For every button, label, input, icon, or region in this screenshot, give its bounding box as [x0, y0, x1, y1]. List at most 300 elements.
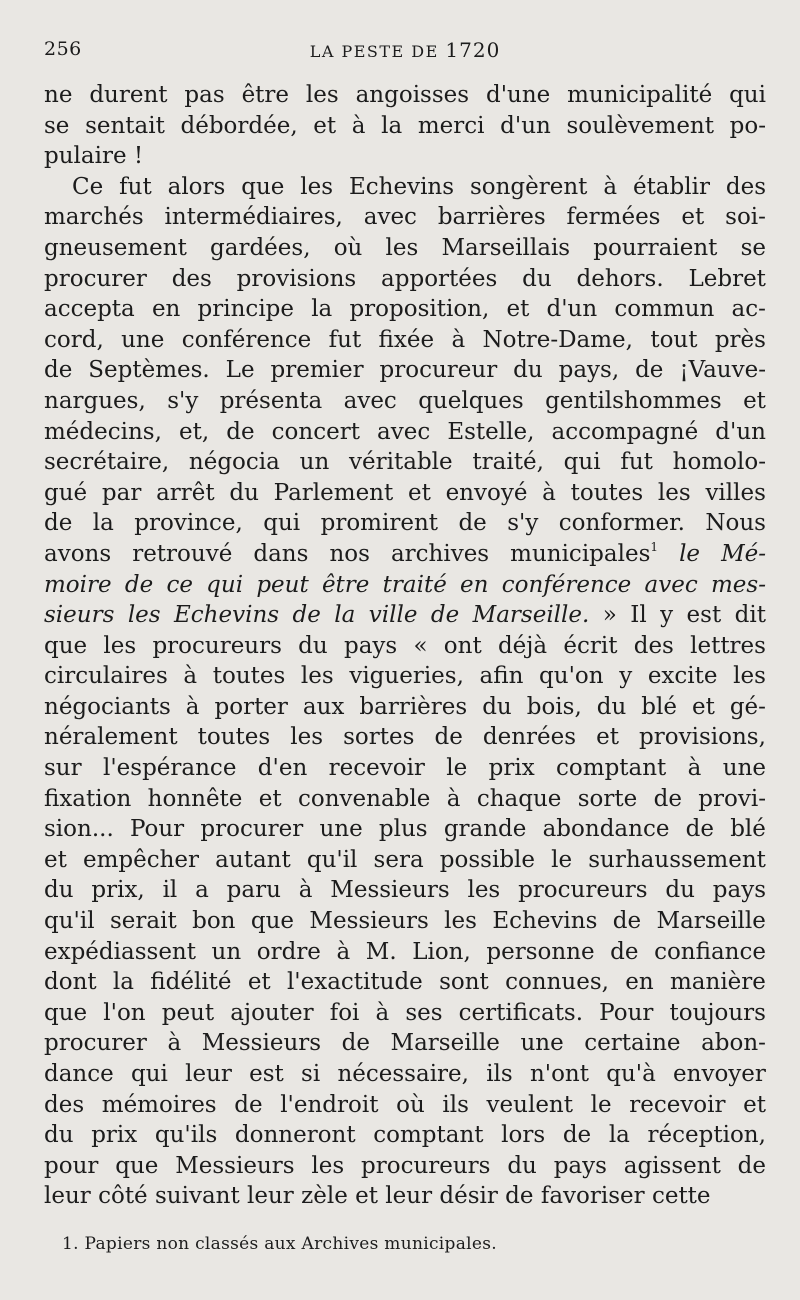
word: chaque	[476, 785, 562, 812]
word: gué	[44, 479, 88, 506]
word: une	[520, 1030, 564, 1057]
word: que	[44, 999, 88, 1026]
word: lors	[501, 1122, 546, 1149]
word: Marseille.	[472, 602, 590, 629]
word: Echevins	[174, 602, 280, 629]
word: et	[258, 785, 282, 812]
word: recevoir	[629, 1091, 726, 1118]
word: présenta	[219, 387, 323, 414]
word: blé	[641, 693, 677, 720]
text-line: leur côté suivant leur zèle et leur désir de favoriser cette	[44, 1183, 711, 1210]
word: que	[241, 173, 285, 200]
word: ¡Vauve-	[679, 357, 766, 384]
word: Notre-Dame,	[482, 326, 633, 353]
word: commun	[614, 296, 715, 323]
word: de	[341, 1030, 370, 1057]
word: procurer	[200, 816, 304, 843]
word: abondance	[542, 816, 670, 843]
word: qui	[130, 1061, 168, 1087]
word: être	[321, 571, 370, 598]
word: qu'à	[606, 1061, 656, 1087]
word: envoyé	[445, 479, 528, 506]
text-line	[44, 539, 766, 570]
word: dont	[44, 969, 97, 996]
word: de	[562, 1122, 592, 1149]
word: songèrent	[469, 173, 588, 200]
word: ac-	[731, 296, 766, 323]
word: à	[542, 479, 556, 506]
word: à	[446, 785, 461, 812]
word: le	[551, 846, 573, 873]
text-line	[44, 1059, 766, 1090]
word: Lebret	[688, 265, 766, 292]
word: des	[171, 265, 212, 292]
word: province,	[134, 510, 243, 537]
word: «	[413, 632, 428, 659]
word: et	[44, 846, 67, 873]
word: alors	[167, 173, 226, 200]
word: d'un	[546, 296, 598, 323]
word: les	[300, 663, 334, 690]
text-line	[44, 233, 766, 264]
word: et	[743, 1091, 766, 1118]
word: fixation	[44, 785, 132, 812]
word: retrouvé	[132, 540, 233, 567]
word: une	[121, 326, 165, 353]
word: Parlement	[273, 479, 394, 506]
word: de	[612, 908, 642, 935]
word: qu'on	[539, 663, 604, 690]
word: cord,	[44, 326, 104, 353]
word: blé	[730, 816, 766, 843]
word: tout	[650, 326, 698, 353]
word: durent	[89, 82, 168, 108]
word: envoyer	[673, 1061, 766, 1087]
word: ordre	[256, 938, 321, 965]
word: barrières	[359, 693, 468, 720]
word: de	[635, 357, 664, 384]
word: à	[167, 1030, 182, 1057]
word: conférence	[181, 326, 312, 353]
word: porter	[214, 693, 288, 720]
word: Messieurs	[309, 908, 429, 935]
word: intermédiaires,	[164, 204, 343, 231]
word: et	[506, 296, 530, 323]
text-line	[44, 692, 766, 723]
word: abon-	[701, 1030, 766, 1057]
word: prix,	[91, 877, 145, 904]
word: Echevins	[492, 908, 598, 935]
word: fermées	[566, 204, 661, 231]
word: les	[300, 173, 334, 200]
word: principe	[197, 296, 295, 323]
word: être	[241, 82, 290, 108]
word: ses	[405, 999, 443, 1026]
word: à	[351, 112, 366, 139]
word: expédiassent	[44, 938, 196, 965]
word: les	[385, 234, 419, 261]
word: avons	[44, 540, 112, 567]
word: s'y	[507, 510, 539, 537]
word: de	[234, 1091, 263, 1118]
word: merci	[417, 112, 485, 139]
word: possible	[439, 846, 536, 873]
word: quelques	[418, 387, 524, 414]
word: avec	[644, 571, 698, 598]
text-line	[44, 875, 766, 906]
word: fut	[328, 326, 362, 353]
word: dit	[734, 602, 766, 629]
word: en	[151, 296, 181, 323]
text-line	[44, 264, 766, 295]
text-line	[44, 906, 766, 937]
text-line	[44, 111, 766, 142]
word: des	[44, 1091, 85, 1118]
word: gardées,	[210, 234, 311, 261]
word: concert	[271, 418, 360, 445]
word: ajouter	[230, 999, 314, 1026]
word: si	[301, 1061, 321, 1087]
word: personne	[486, 938, 595, 965]
word: à	[603, 173, 618, 200]
text-line	[44, 1028, 766, 1059]
word: serait	[109, 908, 177, 935]
text-line	[44, 814, 766, 845]
word: se	[740, 234, 766, 261]
word: sont	[439, 969, 489, 996]
word: les	[305, 82, 339, 108]
word: certaine	[584, 1030, 681, 1057]
word: du	[44, 877, 74, 904]
word: qui	[263, 510, 301, 537]
word: de	[226, 418, 255, 445]
word: provisions,	[639, 724, 766, 751]
word: Lion,	[412, 938, 471, 965]
word: est	[686, 602, 722, 629]
word: recevoir	[328, 755, 425, 782]
word: réception,	[647, 1122, 766, 1149]
word: et	[596, 724, 619, 751]
word: pays	[343, 632, 398, 659]
page-number: 256	[44, 38, 82, 60]
word: où	[333, 234, 363, 261]
word: procureurs	[518, 877, 648, 904]
word: négociants	[44, 693, 171, 720]
word: pourraient	[593, 234, 718, 261]
word: se	[44, 112, 70, 139]
word: qu'ils	[154, 1122, 218, 1149]
word: les	[733, 663, 766, 690]
word: circulaires	[44, 663, 168, 690]
word: M.	[365, 938, 397, 965]
word: Mé-	[721, 540, 766, 567]
word: à	[298, 877, 313, 904]
word: arrêt	[156, 479, 215, 506]
word: les	[657, 479, 691, 506]
text-line	[44, 294, 766, 325]
word: provisions	[236, 265, 357, 292]
running-title-year: 1720	[445, 38, 501, 62]
word: homolo-	[672, 449, 766, 476]
text-line	[44, 661, 766, 692]
word: le	[446, 755, 468, 782]
word: y	[619, 663, 633, 690]
word: veulent	[486, 1091, 573, 1118]
word: procureurs	[361, 1152, 491, 1179]
word: de	[292, 602, 321, 629]
word: lettres	[690, 632, 766, 659]
word: confiance	[654, 938, 766, 965]
word: de	[434, 724, 463, 751]
text-line	[44, 202, 766, 233]
word: gé-	[729, 693, 766, 720]
word: la	[608, 1122, 630, 1149]
word: gneusement	[44, 234, 187, 261]
word: fut	[119, 173, 152, 200]
word: »	[602, 602, 617, 629]
word: grande	[443, 816, 527, 843]
word: villes	[705, 479, 766, 506]
word: Ce	[72, 173, 104, 200]
text-line: pulaire !	[44, 143, 144, 170]
word: vigueries,	[349, 663, 464, 690]
word: pays,	[558, 357, 620, 384]
word: de	[44, 357, 73, 384]
word: du	[507, 1152, 537, 1179]
word: du	[44, 1122, 74, 1149]
word: Marseillais	[441, 234, 571, 261]
word: la	[381, 112, 403, 139]
word: les	[127, 602, 161, 629]
word: Pour	[599, 999, 654, 1026]
word: autant	[215, 846, 291, 873]
word: et,	[179, 418, 210, 445]
word: manière	[669, 969, 766, 996]
word: avec	[363, 204, 417, 231]
text-line	[44, 172, 766, 203]
word: premier	[270, 357, 364, 384]
word: Il	[630, 602, 647, 629]
word: honnête	[147, 785, 243, 812]
word: Nous	[705, 510, 766, 537]
word: l'exactitude	[286, 969, 423, 996]
word: prix	[91, 1122, 138, 1149]
word: accepta	[44, 296, 135, 323]
text-line	[44, 845, 766, 876]
text-line	[44, 967, 766, 998]
word: un	[299, 449, 330, 476]
word: aux	[302, 693, 345, 720]
text-line	[44, 386, 766, 417]
word: pour	[44, 1152, 99, 1179]
word: par	[101, 479, 142, 506]
word: donneront	[234, 1122, 356, 1149]
word: soi-	[725, 204, 766, 231]
word: plus	[378, 816, 428, 843]
word: qu'il	[44, 908, 95, 935]
word: apportées	[381, 265, 498, 292]
word: Septèmes.	[88, 357, 210, 384]
word: et	[313, 112, 337, 139]
text-line	[44, 631, 766, 662]
word: la	[311, 296, 333, 323]
word: ils	[442, 1091, 469, 1118]
word: un	[211, 938, 242, 965]
word: fixée	[378, 326, 435, 353]
word: procureurs	[152, 632, 282, 659]
word: qu'il	[306, 846, 358, 873]
word: de	[124, 571, 154, 598]
word: sortes	[343, 724, 415, 751]
text-line	[44, 722, 766, 753]
word: que	[44, 632, 88, 659]
text-line	[44, 355, 766, 386]
word: à	[687, 755, 702, 782]
word: agissent	[623, 1152, 721, 1179]
word: le	[590, 1091, 612, 1118]
word: d'un	[500, 112, 551, 139]
word: négocia	[188, 449, 280, 476]
word: médecins,	[44, 418, 162, 445]
word: avec	[343, 387, 397, 414]
text-line	[44, 1120, 766, 1151]
word: proposition,	[349, 296, 490, 323]
text-line	[44, 478, 766, 509]
word: avec	[377, 418, 431, 445]
word: bois,	[526, 693, 582, 720]
word: du	[229, 479, 259, 506]
word: qui	[206, 571, 244, 598]
word: il	[162, 877, 178, 904]
word: l'on	[103, 999, 146, 1026]
text-line	[44, 80, 766, 111]
word: toutes	[197, 724, 271, 751]
word: mes-	[710, 571, 766, 598]
word: ville	[368, 602, 418, 629]
word: et	[247, 969, 271, 996]
word: véritable	[349, 449, 453, 476]
word: la	[334, 602, 356, 629]
word: sur	[44, 755, 82, 782]
word: d'une	[485, 82, 551, 108]
word: Marseille	[390, 1030, 500, 1057]
word: du	[596, 693, 627, 720]
word: Estelle,	[447, 418, 535, 445]
word: ont	[443, 632, 482, 659]
text-line	[44, 325, 766, 356]
text-line	[44, 998, 766, 1029]
word: du	[482, 693, 512, 720]
word: sion...	[44, 816, 114, 843]
body-text	[44, 80, 766, 1212]
word: de	[430, 602, 460, 629]
word: et	[743, 387, 766, 414]
word: du	[298, 632, 328, 659]
word: afin	[479, 663, 524, 690]
word: promirent	[320, 510, 439, 537]
word: nargues,	[44, 387, 146, 414]
word: ils	[486, 1061, 513, 1087]
word: sorte	[577, 785, 638, 812]
word: certificats.	[458, 999, 584, 1026]
word: municipales$^1$	[510, 539, 659, 567]
text-line	[44, 1090, 766, 1121]
word: de	[685, 816, 714, 843]
word: comptant	[556, 755, 667, 782]
word: et	[407, 479, 431, 506]
word: procurer	[44, 265, 147, 292]
word: du	[522, 265, 552, 292]
word: la	[92, 510, 114, 537]
word: qui	[729, 82, 766, 108]
word: à	[185, 693, 200, 720]
word: de	[610, 938, 639, 965]
footnote: 1. Papiers non classés aux Archives municipales.	[62, 1234, 497, 1254]
word: Messieurs	[201, 1030, 322, 1057]
text-line	[44, 1151, 766, 1182]
word: fut	[620, 449, 653, 476]
word: près	[714, 326, 766, 353]
word: empêcher	[82, 846, 200, 873]
word: gentilshommes	[545, 387, 722, 414]
word: excite	[647, 663, 718, 690]
word: en	[460, 571, 489, 598]
word: sera	[373, 846, 424, 873]
word: qui	[563, 449, 601, 476]
word: sentait	[85, 112, 165, 139]
word: l'endroit	[280, 1091, 379, 1118]
word: a	[195, 877, 209, 904]
text-line	[44, 753, 766, 784]
word: le	[679, 540, 701, 567]
word: foi	[329, 999, 360, 1026]
word: d'un	[715, 418, 766, 445]
word: bon	[192, 908, 236, 935]
word: les	[290, 724, 324, 751]
word: est	[249, 1061, 284, 1087]
word: des	[633, 632, 674, 659]
text-line	[44, 570, 766, 601]
word: connues,	[505, 969, 609, 996]
word: Echevins	[348, 173, 455, 200]
word: n'ont	[529, 1061, 589, 1087]
word: néralement	[44, 724, 178, 751]
word: et	[681, 204, 705, 231]
word: toutes	[570, 479, 644, 506]
word: que	[250, 908, 295, 935]
word: l'espérance	[102, 755, 237, 782]
text-line	[44, 508, 766, 539]
word: du	[513, 357, 543, 384]
text-line	[44, 600, 766, 631]
text-line	[44, 937, 766, 968]
word: toujours	[669, 999, 766, 1026]
word: de	[653, 785, 682, 812]
word: nos	[329, 540, 370, 567]
word: de	[44, 510, 73, 537]
text-line	[44, 447, 766, 478]
word: municipalité	[567, 82, 713, 108]
word: prix	[488, 755, 535, 782]
word: de	[458, 510, 487, 537]
word: les	[444, 908, 477, 935]
word: à	[375, 999, 390, 1026]
word: à	[336, 938, 351, 965]
word: surhaussement	[588, 846, 766, 873]
word: leur	[185, 1061, 232, 1087]
word: barrières	[437, 204, 546, 231]
word: accompagné	[551, 418, 699, 445]
